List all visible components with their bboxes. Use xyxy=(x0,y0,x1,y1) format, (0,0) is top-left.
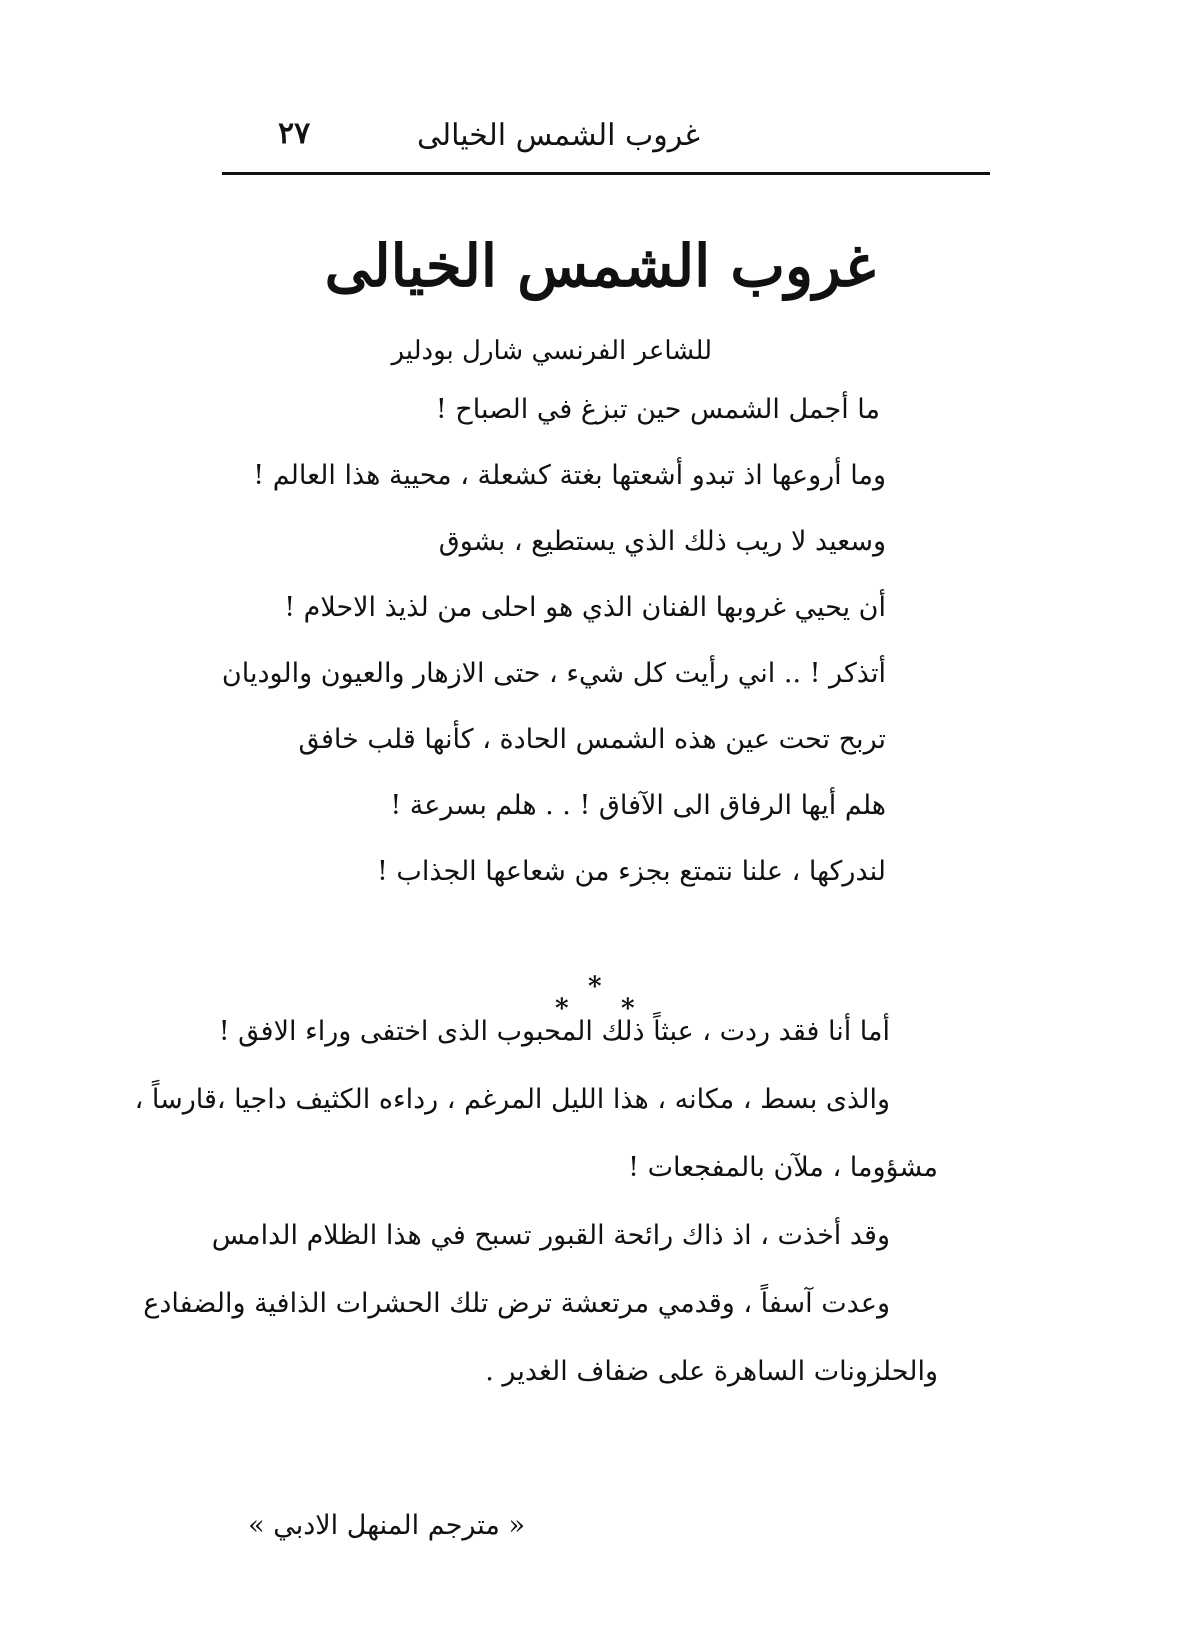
header-rule xyxy=(222,172,990,175)
stanza-1-line-2: وما أروعها اذ تبدو أشعتها بغتة كشعلة ، محيية هذا العالم ! xyxy=(253,460,886,491)
stanza-1-line-5: أتذكر ! .. اني رأيت كل شيء ، حتى الازهار والعيون والوديان xyxy=(221,658,886,689)
stanza-2-line-1: أما أنا فقد ردت ، عبثاً ذلك المحبوب الذى اختفى وراء الافق ! xyxy=(218,1016,890,1047)
running-header xyxy=(220,112,990,162)
stanza-1-line-6: تربح تحت عين هذه الشمس الحادة ، كأنها قلب خافق xyxy=(298,724,886,755)
stanza-2-line-3: مشؤوما ، ملآن بالمفجعات ! xyxy=(628,1152,938,1183)
stanza-separator: * * * xyxy=(555,972,635,1024)
stanza-1-line-1: ما أجمل الشمس حين تبزغ في الصباح ! xyxy=(435,394,880,425)
stanza-1-line-4: أن يحيي غروبها الفنان الذي هو احلى من لذيذ الاحلام ! xyxy=(284,592,886,623)
stanza-1-line-7: هلم أيها الرفاق الى الآفاق ! . . هلم بسرعة ! xyxy=(390,790,886,821)
stanza-2-line-4: وقد أخذت ، اذ ذاك رائحة القبور تسبح في هذا الظلام الدامس xyxy=(211,1220,890,1251)
page-number: ٢٧ xyxy=(278,116,311,151)
stanza-2-line-2: والذى بسط ، مكانه ، هذا الليل المرغم ، رداءه الكثيف داجيا ،قارساً ، xyxy=(134,1084,890,1115)
translator-signature: « مترجم المنهل الادبي » xyxy=(248,1510,525,1541)
poem-byline: للشاعر الفرنسي شارل بودلير xyxy=(391,336,712,366)
poem-title: غروب الشمس الخيالى xyxy=(324,232,876,300)
stanza-2-line-6: والحلزونات الساهرة على ضفاف الغدير . xyxy=(485,1356,938,1387)
stanza-1-line-3: وسعيد لا ريب ذلك الذي يستطيع ، بشوق xyxy=(438,526,886,557)
stanza-2-line-5: وعدت آسفاً ، وقدمي مرتعشة ترض تلك الحشرات الذافية والضفادع xyxy=(143,1288,890,1319)
running-title: غروب الشمس الخيالى xyxy=(416,118,700,153)
stanza-1-line-8: لندركها ، علنا نتمتع بجزء من شعاعها الجذاب ! xyxy=(376,856,886,887)
